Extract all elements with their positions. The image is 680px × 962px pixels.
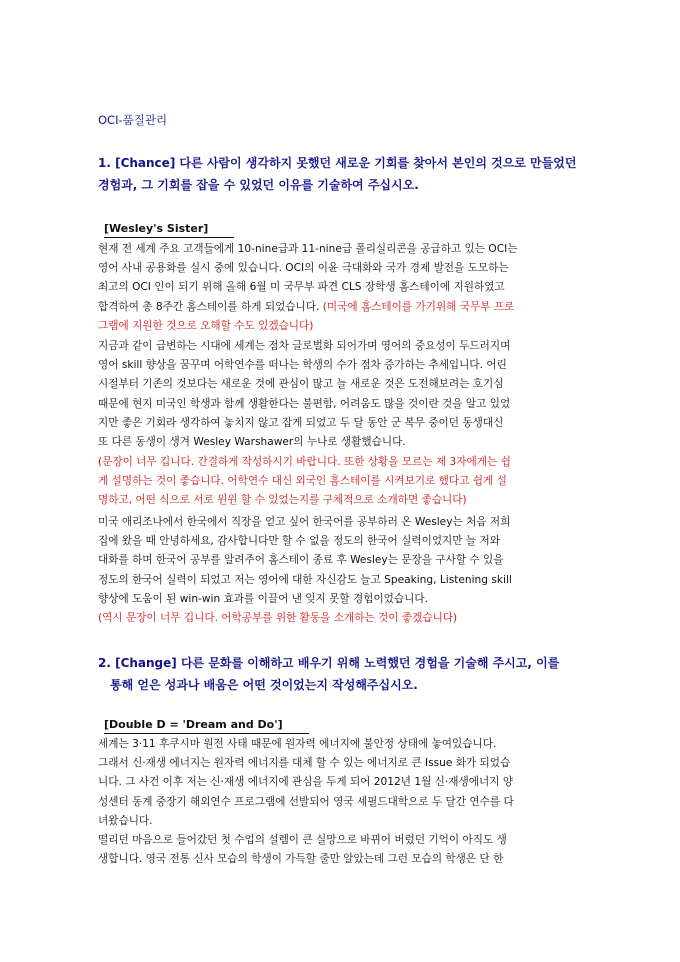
text-line: 시절부터 기존의 것보다는 새로운 것에 관심이 많고 늘 새로운 것은 도전해보려는 호기심 (98, 378, 504, 391)
review-comment-line: 게 설명하는 것이 좋습니다. 어학연수 대신 외국인 홈스테이를 시켜보기로 했다고 쉽게 설 (98, 475, 507, 488)
text-line: 그래서 신·재생 에너지는 원자력 에너지를 대체 할 수 있는 에너지로 큰 Issue 화가 되었습 (98, 757, 511, 770)
text-line: 지금과 같이 급변하는 시대에 세계는 점차 글로벌화 되어가며 영어의 중요성이 두드러지며 (98, 340, 511, 352)
text-line: 현재 전 세계 주요 고객들에게 10-nine급과 11-nine급 폴리실리콘을 공급하고 있는 OCI는 (98, 243, 518, 255)
text-segment: 합격하여 총 8주간 홈스테이를 하게 되었습니다. (98, 300, 323, 313)
text-line: 또 다른 동생이 생겨 Wesley Warshawer의 누나로 생활했습니다. (98, 436, 406, 449)
question-1 (98, 152, 582, 196)
question-2-line-2: 통해 얻은 성과나 배움은 어떤 것이었는지 작성해주십시오. (110, 678, 418, 692)
section-1-paragraph-1 (98, 240, 584, 336)
text-line: 미국 애리조나에서 한국에서 직장을 얻고 싶어 한국어를 공부하러 온 Wesley는 처음 저희 (98, 516, 511, 528)
text-line: 영어 사내 공용화를 실시 중에 있습니다. OCI의 이윤 극대화와 국가 경제 발전을 도모하는 (98, 262, 509, 275)
section-1-paragraph-2 (98, 337, 584, 452)
review-comment-1 (98, 453, 584, 511)
review-comment-2 (98, 609, 584, 628)
question-1-line-1: 1. [Chance] 다른 사람이 생각하지 못했던 새로운 기회를 찾아서 본인의 것으로 만들었던 (98, 156, 577, 170)
question-2-line-1: 2. [Change] 다른 문화를 이해하고 배우기 위해 노력했던 경험을 기술해 주시고, 이를 (98, 656, 560, 670)
text-line: 향상에 도움이 된 win-win 효과를 이끌어 낸 잊지 못할 경험이었습니다. (98, 592, 428, 605)
review-comment-segment: (미국에 홈스테이를 가기위해 국무부 프로 (322, 300, 515, 313)
section-2-heading: [Double D = 'Dream and Do'] (104, 717, 309, 734)
text-line: 최고의 OCI 인이 되기 위해 올해 6월 미 국무부 파견 CLS 장학생 홈스테이에 지원하였고 (98, 281, 505, 294)
review-comment-line: (역시 문장이 너무 깁니다. 어학공부를 위한 활동을 소개하는 것이 좋겠습니다) (98, 612, 458, 624)
text-line: 때문에 현지 미국인 학생과 함께 생활한다는 불편함, 어려움도 많을 것이란 것을 알고 있었 (98, 397, 511, 410)
text-line: 생합니다. 영국 전통 신사 모습의 학생이 가득할 줄만 알았는데 그런 모습의 학생은 단 한 (98, 853, 504, 866)
section-1-heading: [Wesley's Sister] (104, 221, 234, 238)
question-1-line-2: 경험과, 그 기회를 잡을 수 있었던 이유를 기술하여 주십시오. (98, 178, 419, 192)
review-comment-line: 그램에 지원한 것으로 오해할 수도 있겠습니다) (98, 319, 314, 332)
text-line (98, 298, 584, 317)
text-line: 떨리던 마음으로 들어갔던 첫 수업의 설렘이 큰 실망으로 바뀌어 버렸던 기억이 아직도 생 (98, 834, 507, 846)
section-1-paragraph-3 (98, 513, 584, 609)
question-2 (98, 652, 582, 696)
text-line: 지만 좋은 기회라 생각하여 놓치지 않고 잡게 되었고 두 달 동안 군 복무 중이던 동생대신 (98, 416, 504, 429)
text-line: 세계는 3·11 후쿠시마 원전 사태 때문에 원자력 에너지에 불안정 상태에 놓여있습니다. (98, 738, 497, 750)
text-line: 대화를 하며 한국어 공부를 알려주어 홈스테이 종료 후 Wesley는 문장을 구사할 수 있을 (98, 554, 504, 567)
text-line: 집에 왔을 때 안녕하세요, 감사합니다만 할 수 없을 정도의 한국어 실력이었지만 늘 저와 (98, 535, 500, 548)
document-title: OCI-품질관리 (98, 113, 168, 127)
section-2-paragraph-1 (98, 735, 584, 831)
review-comment-line: 명하고, 어떤 식으로 서로 윈윈 할 수 있었는지를 구체적으로 소개하면 좋습니다) (98, 494, 467, 507)
text-line: 녀왔습니다. (98, 814, 153, 827)
text-line: 영어 skill 향상을 꿈꾸며 어학연수를 떠나는 학생의 수가 점차 증가하는 추세입니다. 어린 (98, 359, 507, 372)
review-comment-line: (문장이 너무 깁니다. 간결하게 작성하시기 바랍니다. 또한 상황을 모르는 제 3자에게는 쉽 (98, 456, 511, 468)
text-line: 정도의 한국어 실력이 되었고 저는 영어에 대한 자신감도 늘고 Speaking, Listening skill (98, 573, 512, 586)
text-line: 성센터 동계 중장기 해외연수 프로그램에 선발되어 영국 셰필드대학으로 두 달간 연수를 다 (98, 795, 514, 808)
section-2-paragraph-2 (98, 831, 584, 869)
text-line: 니다. 그 사건 이후 저는 신·재생 에너지에 관심을 두게 되어 2012년 1월 신·재생에너지 양 (98, 776, 514, 789)
